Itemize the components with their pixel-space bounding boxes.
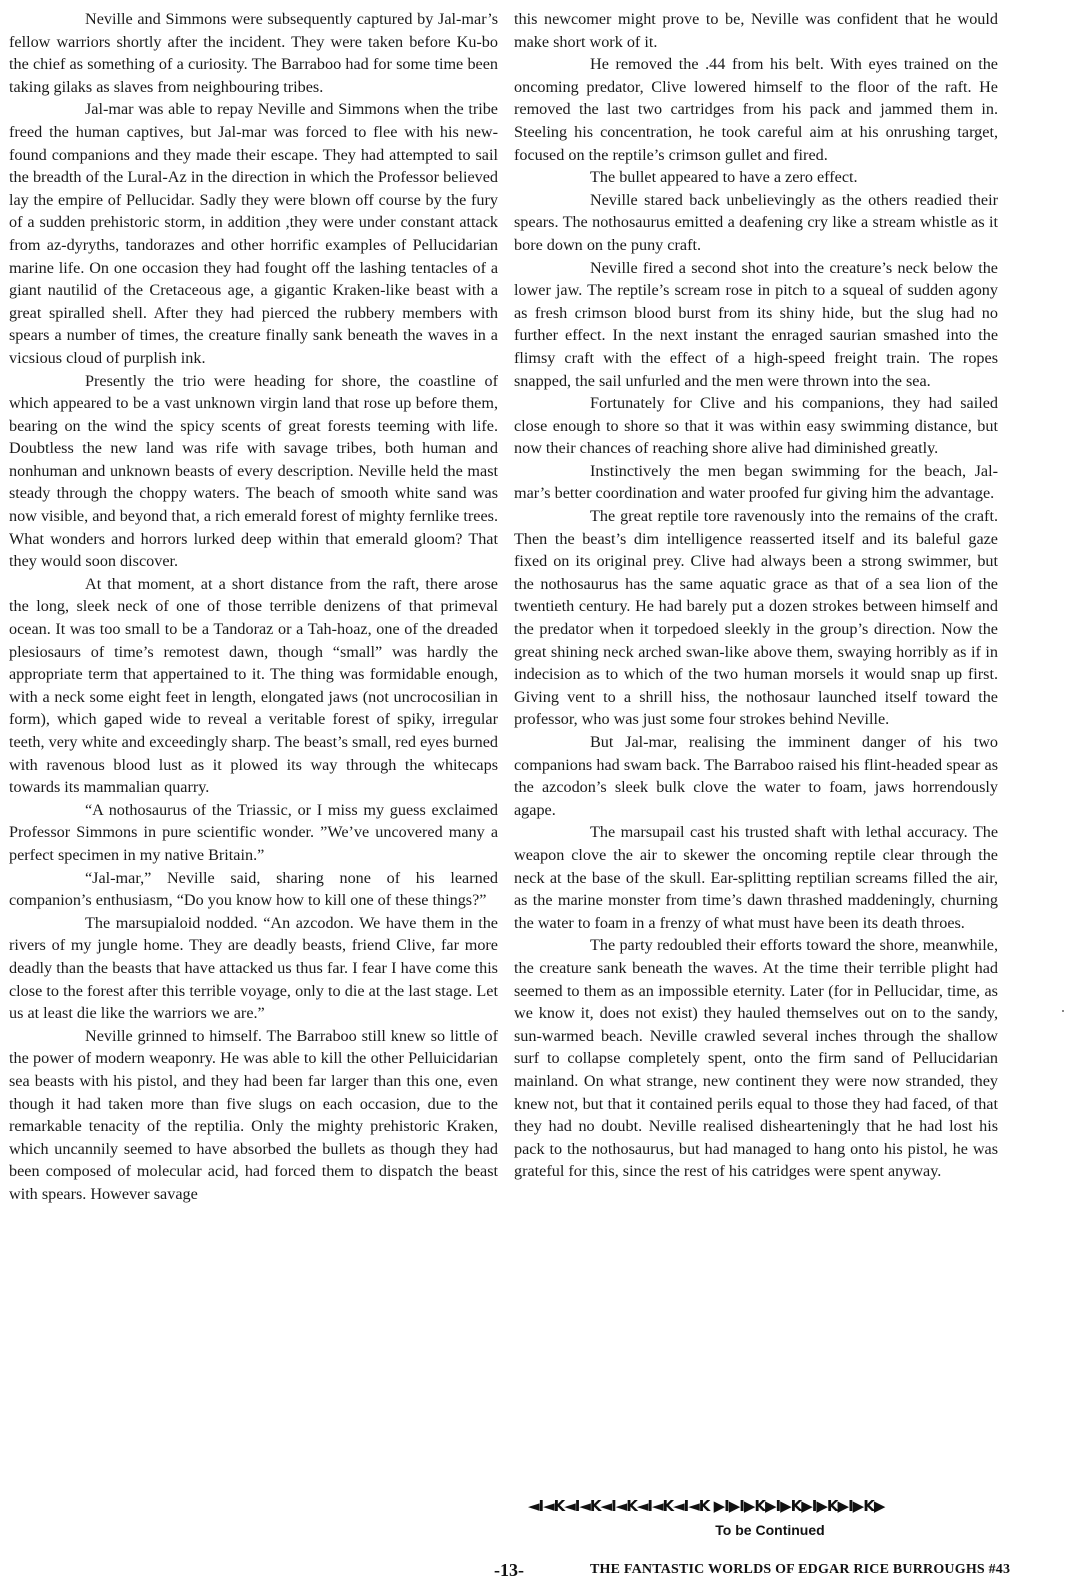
paragraph: The marsupail cast his trusted shaft with lethal accuracy. The weapon clove the air to skewer the oncoming reptile clear through the neck at the base of the skull. Ear-splitting reptilian screams filled the air, as the marine monster from time’s dawn thrashed maddeningly, churning the water to foam in a frenzy of what must have been its death throes.	[514, 823, 998, 932]
paragraph: At that moment, at a short distance from the raft, there arose the long, sleek neck of one of those terrible denizens of that primeval ocean. It was too small to be a Tandoraz or a Tah-hoaz, one of the dreaded plesiosaurs of time’s remotest dawn, though “small” was hardly the appropriate term that appertained to it. The thing was formidable enough, with a neck some eight feet in length, elongated jaws (not uncrocosilian in form), which gaped wide to reveal a veritable forest of spiky, irregular teeth, very white and exceedingly sharp. The beast’s small, red eyes burned with ravenous blood lust as it plowed its way through the whitecaps towards its mammalian quarry.	[9, 574, 498, 797]
paragraph: He removed the .44 from his belt. With eyes trained on the oncoming predator, Clive lowered himself to the floor of the raft. He removed the last two cartridges from his pack and jammed them in. Steeling his concentration, he took careful aim at his onrushing target, focused on the reptile’s crimson gullet and fired.	[514, 55, 998, 164]
paragraph: The party redoubled their efforts toward the shore, meanwhile, the creature sank beneath the waves. At the time their terrible plight had seemed to them as an impossible eternity. Later (for in Pellucidar, time, as we know it, does not exist) they hauled themselves out on to the sandy, sun-warmed beach. Neville crawled several inches through the shallow surf to collapse completely spent, onto the firm sand of Pellucidarian mainland. On what strange, new continent they were now stranded, they knew not, but that it contained perils equal to those they had faced, of that they had no doubt. Neville realised dishearteningly that he had lost his pack to the nothosaurus, but had managed to hang onto his pistol, he was grateful for this, since the rest of his catridges were spent anyway.	[514, 936, 998, 1181]
paragraph: Presently the trio were heading for shore, the coastline of which appeared to be a vast unknown virgin land that rose up before them, bearing on the wind the spicy scents of great forests teeming with life. Doubtless the new land was rife with savage tribes, both human and nonhuman and unknown beasts of every description. Neville held the mast steady through the choppy waters. The beach of smooth white sand was now visible, and beyond that, a rich emerald forest of mighty fernlike trees. What wonders and horrors lurked deep within that emerald gloom? That they would soon discover.	[9, 371, 498, 571]
paragraph: Jal-mar was able to repay Neville and Simmons when the tribe freed the human captives, but Jal-mar was forced to flee with his new-found companions and they made their escape. They had attempted to sail the breadth of the Lural-Az in the direction in which the Professor believed lay the empire of Pellucidar. Sadly they were blown off course by the fury of a sudden prehistoric storm, in addition ,they were under constant attack from az-dyryths, tandorazes and other horrific examples of Pellucidarian marine life. On one occasion they had fought off the lashing tentacles of a giant nautilid of the Cretaceous age, a gigantic Kraken-like beast with a great spiralled shell. After they had pierced the rubbery members with spears a number of times, the creature finally sank beneath the waves in a vicsious cloud of purplish ink.	[9, 100, 498, 367]
paragraph: Neville grinned to himself. The Barraboo still knew so little of the power of modern weaponry. He was able to kill the other Pelluicidarian sea beasts with his pistol, and they had been far larger than this one, even though it had taken more than five slugs on each occasion, due to the remarkable tenacity of the reptilia. Only the mighty prehistoric Kraken, which uncannily seemed to have absorbed the bullets as though they had been composed of molecular acid, had forced them to dispatch the beast with spears. However savage	[9, 1026, 498, 1203]
left-column	[9, 8, 498, 1205]
paragraph: Instinctively the men began swimming for the beach, Jal-mar’s better coordination and water proofed fur giving him the advantage.	[514, 461, 998, 503]
paragraph: Neville fired a second shot into the creature’s neck below the lower jaw. The reptile’s scream rose in pitch to a squeal of sudden agony as fresh crimson blood burst from its shiny hide, but the slug had no further effect. In the next instant the enraged saurian smashed into the flimsy craft with the effect of a high-speed freight train. The ropes snapped, the sail unfurled and the men were thrown into the sea.	[514, 258, 998, 390]
paragraph: Fortunately for Clive and his companions, they had sailed close enough to shore so that it was within easy swimming distance, but now their chances of reaching shore alive had diminished greatly.	[514, 394, 998, 458]
publication-title: THE FANTASTIC WORLDS OF EDGAR RICE BURROUGHS #43	[590, 1562, 1011, 1577]
decorative-divider: ◄I◄K◄I◄K◄I◄K◄I◄K◄I◄K ▶I▶I▶K▶I▶K▶I▶K▶I▶K▶	[528, 1497, 885, 1515]
right-column	[514, 8, 998, 1183]
paragraph: Neville stared back unbelievingly as the others readied their spears. The nothosaurus emitted a deafening cry like a stream whistle as it bore down on the puny craft.	[514, 190, 998, 254]
paragraph: Neville and Simmons were subsequently captured by Jal-mar’s fellow warriors shortly after the incident. They were taken before Ku-bo the chief as something of a curiosity. The Barraboo had for some time been taking gilaks as slaves from neighbouring tribes.	[9, 10, 498, 96]
to-be-continued-label: To be Continued	[715, 1522, 825, 1538]
paragraph: “Jal-mar,” Neville said, sharing none of his learned companion’s enthusiasm, “Do you know how to kill one of these things?”	[9, 868, 498, 910]
page-number: -13-	[494, 1560, 524, 1580]
paragraph: The bullet appeared to have a zero effect.	[590, 168, 858, 187]
paragraph: The great reptile tore ravenously into the remains of the craft. Then the beast’s dim intelligence reasserted itself and its baleful gaze fixed on its original prey. Clive had always been a strong swimmer, but the nothosaurus has the same aquatic grace as that of a sea lion of the twentieth century. He had barely put a dozen strokes between himself and the predator when it torpedoed sleekly in the group’s direction. Now the great shining neck arched swan-like above them, swaying horribly as if in indecision as to which of the two human morsels it would snap up first. Giving vent to a shrill hiss, the nothosaur launched itself toward the professor, who was just some four strokes behind Neville.	[514, 507, 998, 729]
scan-speck	[1062, 1010, 1064, 1012]
paragraph: The marsupialoid nodded. “An azcodon. We have them in the rivers of my jungle home. They are deadly beasts, friend Clive, far more deadly than the beasts that have attacked us thus far. I fear I have come this close to the forest after this terrible voyage, only to die at the last stage. Let us at least die like the warriors we are.”	[9, 913, 498, 1023]
paragraph: “A nothosaurus of the Triassic, or I miss my guess exclaimed Professor Simmons in pure scientific wonder. ”We’ve uncovered many a perfect specimen in my native Britain.”	[9, 800, 498, 864]
paragraph-continuation: this newcomer might prove to be, Neville was confident that he would make short work of it.	[514, 10, 998, 51]
paragraph: But Jal-mar, realising the imminent danger of his two companions had swam back. The Barraboo raised his flint-headed spear as the azcodon’s sleek bulk clove the water to foam, jaws horrendously agape.	[514, 733, 998, 819]
